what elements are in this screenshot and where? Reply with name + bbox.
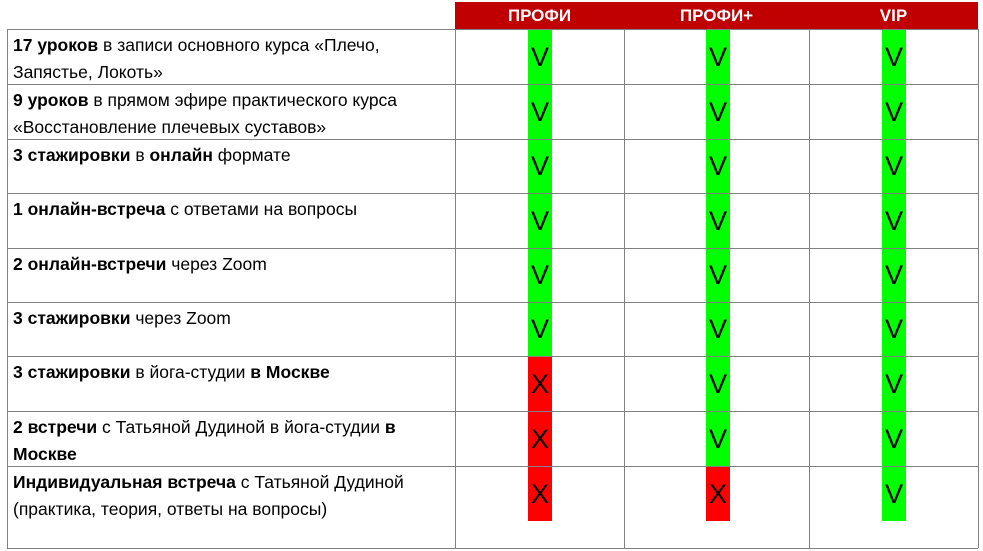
- header-cell-1: ПРОФИ: [455, 2, 624, 29]
- feature-emphasis: 3 стажировки: [13, 145, 131, 165]
- check-icon: V: [884, 314, 903, 344]
- column-divider: [455, 29, 456, 548]
- cross-icon: X: [530, 423, 549, 454]
- feature-text: с ответами на вопросы: [165, 199, 358, 219]
- included-mark: [882, 467, 906, 521]
- cross-icon: X: [530, 478, 549, 509]
- feature-text: с Татьяной Дудиной в йога-студии: [97, 417, 385, 437]
- check-icon: V: [530, 205, 549, 236]
- included-mark: [528, 194, 552, 248]
- included-mark: [882, 140, 906, 193]
- included-mark: [706, 412, 730, 466]
- feature-label: [13, 196, 449, 223]
- feature-emphasis: 3 стажировки: [13, 362, 131, 382]
- check-icon: V: [884, 205, 903, 236]
- excluded-mark: [528, 357, 552, 411]
- row-divider: [7, 548, 978, 549]
- check-icon: V: [884, 41, 903, 72]
- feature-emphasis: 2 встречи: [13, 417, 98, 437]
- feature-label: [13, 142, 449, 169]
- included-mark: [706, 85, 730, 139]
- check-icon: V: [884, 478, 903, 509]
- cross-icon: X: [530, 368, 549, 399]
- included-mark: [528, 30, 552, 84]
- cross-icon: X: [708, 478, 727, 509]
- feature-text: через Zoom: [166, 254, 267, 274]
- check-icon: V: [708, 151, 727, 181]
- feature-emphasis: в Москве: [250, 362, 330, 382]
- column-divider: [7, 29, 8, 548]
- feature-label: [13, 414, 449, 468]
- column-divider: [978, 29, 979, 548]
- row-divider: [7, 29, 978, 30]
- column-divider: [624, 29, 625, 548]
- feature-emphasis: 17 уроков: [13, 35, 99, 55]
- feature-label: [13, 32, 449, 86]
- feature-text: с Татьяной Дудиной (практика, теория, ответы на вопросы): [13, 472, 404, 519]
- feature-emphasis: 1 онлайн-встреча: [13, 199, 166, 219]
- feature-label: [13, 87, 449, 141]
- check-icon: V: [884, 368, 903, 399]
- included-mark: [706, 303, 730, 356]
- included-mark: [706, 140, 730, 193]
- check-icon: V: [708, 423, 727, 454]
- feature-text: в йога-студии: [130, 362, 251, 382]
- feature-label: [13, 359, 449, 386]
- included-mark: [706, 357, 730, 411]
- check-icon: V: [708, 41, 727, 72]
- check-icon: V: [530, 314, 549, 344]
- included-mark: [528, 303, 552, 356]
- check-icon: V: [708, 260, 727, 290]
- feature-label: [13, 305, 449, 332]
- row-divider: [7, 411, 978, 412]
- header-cell-3: VIP: [809, 2, 978, 29]
- included-mark: [882, 357, 906, 411]
- feature-emphasis: Индивидуальная встреча: [13, 472, 236, 492]
- check-icon: V: [884, 96, 903, 127]
- excluded-mark: [528, 412, 552, 466]
- included-mark: [882, 194, 906, 248]
- included-mark: [882, 412, 906, 466]
- included-mark: [882, 249, 906, 302]
- included-mark: [882, 30, 906, 84]
- check-icon: V: [708, 314, 727, 344]
- feature-emphasis: 3 стажировки: [13, 308, 131, 328]
- included-mark: [528, 85, 552, 139]
- feature-text: в: [130, 145, 150, 165]
- included-mark: [706, 30, 730, 84]
- feature-label: [13, 469, 449, 523]
- feature-text: формате: [212, 145, 291, 165]
- feature-text: в записи основного курса «Плечо, Запястье, Локоть»: [13, 35, 380, 82]
- feature-text: через Zoom: [130, 308, 231, 328]
- feature-label: [13, 251, 449, 278]
- check-icon: V: [530, 151, 549, 181]
- feature-emphasis: 9 уроков: [13, 90, 89, 110]
- row-divider: [7, 248, 978, 249]
- feature-emphasis: онлайн: [149, 145, 213, 165]
- check-icon: V: [884, 260, 903, 290]
- feature-text: в прямом эфире практического курса «Восстановление плечевых суставов»: [13, 90, 398, 137]
- excluded-mark: [706, 467, 730, 521]
- included-mark: [528, 249, 552, 302]
- check-icon: V: [530, 260, 549, 290]
- excluded-mark: [528, 467, 552, 521]
- check-icon: V: [708, 96, 727, 127]
- check-icon: V: [530, 96, 549, 127]
- row-divider: [7, 356, 978, 357]
- check-icon: V: [708, 368, 727, 399]
- check-icon: V: [530, 41, 549, 72]
- feature-emphasis: 2 онлайн-встречи: [13, 254, 167, 274]
- column-divider: [809, 29, 810, 548]
- included-mark: [528, 140, 552, 193]
- row-divider: [7, 193, 978, 194]
- included-mark: [882, 303, 906, 356]
- included-mark: [882, 85, 906, 139]
- check-icon: V: [708, 205, 727, 236]
- feature-emphasis: в Москве: [13, 417, 396, 464]
- included-mark: [706, 194, 730, 248]
- header-cell-2: ПРОФИ+: [624, 2, 809, 29]
- row-divider: [7, 302, 978, 303]
- included-mark: [706, 249, 730, 302]
- check-icon: V: [884, 423, 903, 454]
- check-icon: V: [884, 151, 903, 181]
